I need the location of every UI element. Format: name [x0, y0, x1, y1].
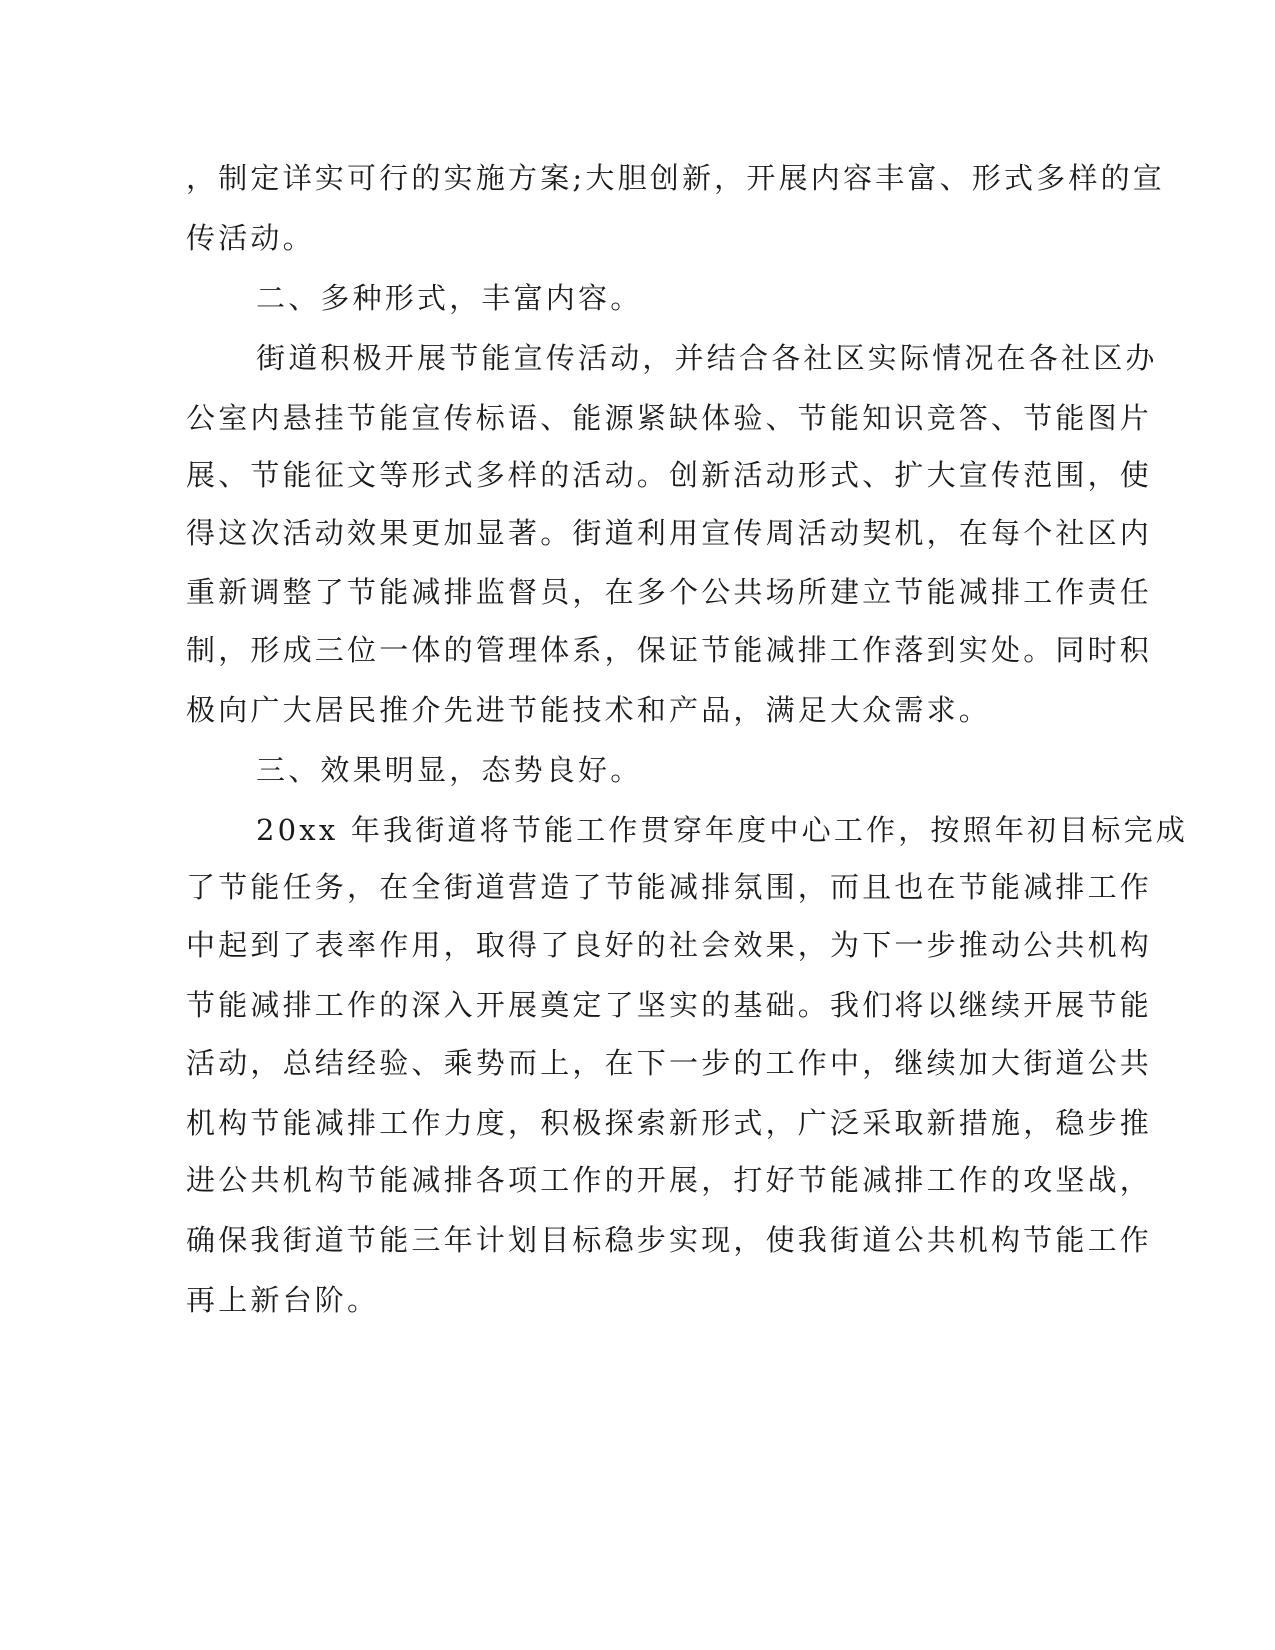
- text-line: 重新调整了节能减排监督员，在多个公共场所建立节能减排工作责任: [186, 575, 1153, 609]
- text-line: ，制定详实可行的实施方案;大胆创新，开展内容丰富、形式多样的宣: [186, 161, 1165, 195]
- text-line: 制，形成三位一体的管理体系，保证节能减排工作落到实处。同时积: [186, 633, 1153, 667]
- text-line: 得这次活动效果更加显著。街道利用宣传周活动契机，在每个社区内: [186, 516, 1153, 550]
- text-line: 活动，总结经验、乘势而上，在下一步的工作中，继续加大街道公共: [186, 1046, 1153, 1080]
- text-line: 20xx 年我街道将节能工作贯穿年度中心工作，按照年初目标完成: [256, 813, 1189, 847]
- text-line: 街道积极开展节能宣传活动，并结合各社区实际情况在各社区办: [256, 341, 1158, 375]
- text-line: 了节能任务，在全街道营造了节能减排氛围，而且也在节能减排工作: [186, 870, 1153, 904]
- text-line: 公室内悬挂节能宣传标语、能源紧缺体验、节能知识竞答、节能图片: [186, 401, 1153, 435]
- text-line: 极向广大居民推介先进节能技术和产品，满足大众需求。: [186, 693, 992, 727]
- text-line: 节能减排工作的深入开展奠定了坚实的基础。我们将以继续开展节能: [186, 988, 1153, 1022]
- text-line: 机构节能减排工作力度，积极探索新形式，广泛采取新措施，稳步推: [186, 1106, 1153, 1140]
- section-heading: 二、多种形式，丰富内容。: [256, 281, 643, 315]
- text-line: 传活动。: [186, 221, 315, 255]
- text-line: 进公共机构节能减排各项工作的开展，打好节能减排工作的攻坚战，: [186, 1163, 1153, 1197]
- text-line: 确保我街道节能三年计划目标稳步实现，使我街道公共机构节能工作: [186, 1223, 1153, 1257]
- text-line: 再上新台阶。: [186, 1283, 380, 1317]
- text-line: 展、节能征文等形式多样的活动。创新活动形式、扩大宣传范围，使: [186, 458, 1153, 492]
- section-heading: 三、效果明显，态势良好。: [256, 753, 643, 787]
- text-line: 中起到了表率作用，取得了良好的社会效果，为下一步推动公共机构: [186, 928, 1153, 962]
